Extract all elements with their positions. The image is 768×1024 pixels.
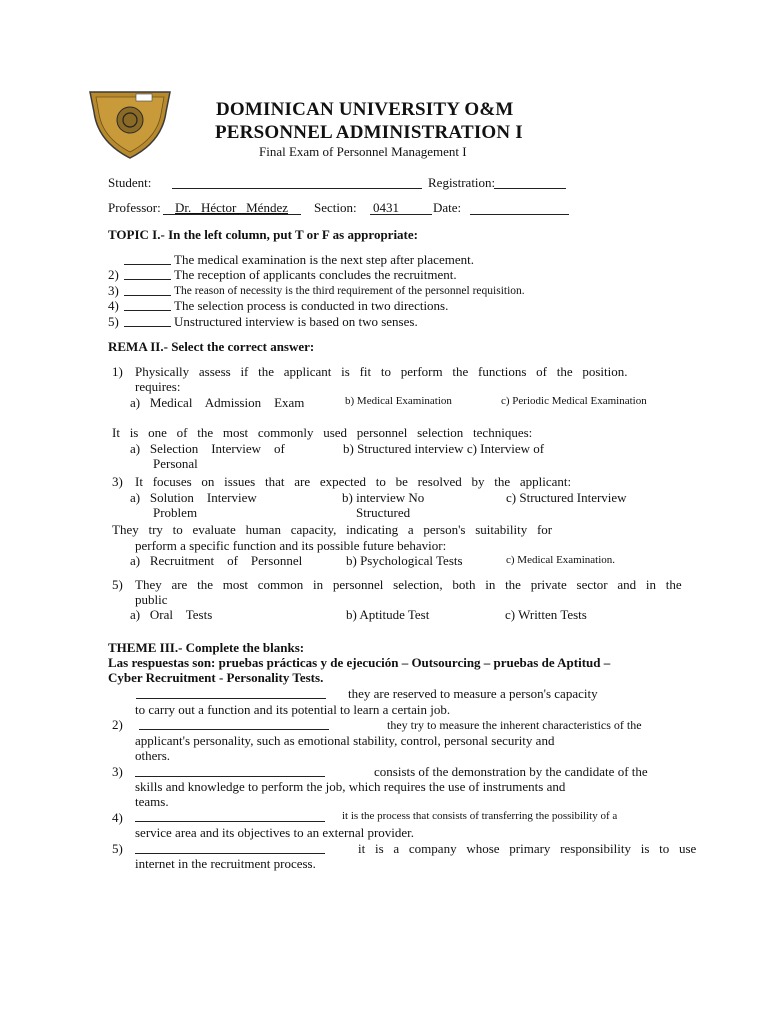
q3-number: 3) [112, 474, 123, 489]
blank-4[interactable] [135, 820, 325, 822]
q3-option-b-cont: Structured [356, 505, 411, 520]
topic3-item-4-line1: it is the process that consists of transferring the possibility of a [342, 810, 618, 822]
q3-option-a-cont: Problem [153, 505, 198, 520]
topic3-item-3-line2: skills and knowledge to perform the job, which requires the use of instruments and [135, 779, 566, 794]
tf-blank-3[interactable] [124, 294, 171, 296]
blank-3[interactable] [135, 775, 325, 777]
course-title: PERSONNEL ADMINISTRATION I [215, 122, 523, 143]
date-label: Date: [433, 200, 462, 215]
topic1-item-1: The medical examination is the next step after placement. [174, 252, 474, 267]
topic1-item-3: The reason of necessity is the third requirement of the personnel requisition. [174, 285, 525, 297]
q3-option-a[interactable]: a) Solution Interview [130, 490, 257, 505]
topic3-item-4-line2: service area and its objectives to an external provider. [135, 825, 415, 840]
section-underline [370, 213, 432, 215]
topic2-heading: REMA II.- Select the correct answer: [108, 339, 315, 354]
exam-subtitle: Final Exam of Personnel Management I [259, 144, 467, 159]
section-label: Section: [314, 200, 357, 215]
q4-text: They try to evaluate human capacity, indicating a person's suitability for [112, 522, 553, 537]
q4-option-a[interactable]: a) Recruitment of Personnel [130, 553, 303, 568]
answers-line-1: Las respuestas son: pruebas prácticas y de ejecución – Outsourcing – pruebas de Aptitud – [108, 655, 611, 670]
q4-option-b[interactable]: b) Psychological Tests [346, 553, 463, 568]
topic1-item-2: The reception of applicants concludes the recruitment. [174, 267, 457, 282]
q3-option-c[interactable]: c) Structured Interview [506, 490, 627, 505]
topic3-item-2-line1: they try to measure the inherent characteristics of the [387, 718, 642, 732]
student-label: Student: [108, 175, 152, 190]
topic1-item-4: The selection process is conducted in two directions. [174, 298, 449, 313]
q1-number: 1) [112, 364, 123, 379]
professor-name: Dr. Héctor Méndez [175, 200, 288, 215]
topic3-num-3: 3) [112, 764, 123, 779]
topic3-item-3-line1: consists of the demonstration by the candidate of the [374, 764, 648, 779]
tf-blank-5[interactable] [124, 325, 171, 327]
university-crest-logo [86, 88, 174, 160]
topic3-item-1-line1: they are reserved to measure a person's capacity [348, 686, 598, 701]
q5-text: They are the most common in personnel selection, both in the private sector and in the [135, 577, 682, 592]
q4-text-cont: perform a specific function and its possible future behavior: [135, 538, 447, 553]
topic3-item-1-line2: to carry out a function and its potential to learn a certain job. [135, 702, 451, 717]
q3-option-b[interactable]: b) interview No [342, 490, 425, 505]
q5-text-cont: public [135, 592, 168, 607]
topic3-heading: THEME III.- Complete the blanks: [108, 640, 305, 655]
topic3-item-5-line1: it is a company whose primary responsibility is to use [358, 841, 697, 856]
blank-5[interactable] [135, 852, 325, 854]
topic1-num-2: 2) [108, 267, 119, 282]
q1-option-c[interactable]: c) Periodic Medical Examination [501, 395, 647, 407]
blank-2[interactable] [139, 728, 329, 730]
blank-1[interactable] [136, 697, 326, 699]
topic3-item-3-line3: teams. [135, 794, 169, 809]
registration-label: Registration: [428, 175, 496, 190]
topic1-item-5: Unstructured interview is based on two senses. [174, 314, 418, 329]
topic3-item-5-line2: internet in the recruitment process. [135, 856, 316, 871]
q2-option-bc[interactable]: b) Structured interview c) Interview of [343, 441, 545, 456]
topic3-num-5: 5) [112, 841, 123, 856]
university-title: DOMINICAN UNIVERSITY O&M [216, 99, 514, 120]
topic3-item-2-line3: others. [135, 748, 171, 763]
tf-blank-1[interactable] [124, 263, 171, 265]
tf-blank-4[interactable] [124, 309, 171, 311]
q4-option-c[interactable]: c) Medical Examination. [506, 554, 616, 566]
topic1-heading: TOPIC I.- In the left column, put T or F as appropriate: [108, 227, 418, 242]
q2-text: It is one of the most commonly used personnel selection techniques: [112, 425, 533, 440]
q5-option-b[interactable]: b) Aptitude Test [346, 607, 430, 622]
q1-text-cont: requires: [135, 379, 181, 394]
q5-option-a[interactable]: a) Oral Tests [130, 607, 213, 622]
topic3-item-2-line2: applicant's personality, such as emotional stability, control, personal security and [135, 733, 555, 748]
q1-option-b[interactable]: b) Medical Examination [345, 395, 452, 407]
tf-blank-2[interactable] [124, 278, 171, 280]
topic3-num-2: 2) [112, 717, 123, 732]
q5-number: 5) [112, 577, 123, 592]
section-value: 0431 [373, 200, 399, 215]
registration-blank[interactable] [494, 187, 566, 189]
answers-line-2: Cyber Recruitment - Personality Tests. [108, 670, 324, 685]
q1-option-a[interactable]: a) Medical Admission Exam [130, 395, 305, 410]
topic1-num-5: 5) [108, 314, 119, 329]
topic3-num-4: 4) [112, 810, 123, 825]
q5-option-c[interactable]: c) Written Tests [505, 607, 587, 622]
q3-text: It focuses on issues that are expected to be resolved by the applicant: [135, 474, 572, 489]
date-blank[interactable] [470, 213, 569, 215]
q2-option-a[interactable]: a) Selection Interview of [130, 441, 285, 456]
student-blank[interactable] [172, 187, 422, 189]
topic1-num-3: 3) [108, 283, 119, 298]
q1-text: Physically assess if the applicant is fit to perform the functions of the position. [135, 364, 628, 379]
professor-underline [163, 213, 301, 215]
professor-label: Professor: [108, 200, 161, 215]
topic1-num-4: 4) [108, 298, 119, 313]
q2-option-a-cont: Personal [153, 456, 198, 471]
